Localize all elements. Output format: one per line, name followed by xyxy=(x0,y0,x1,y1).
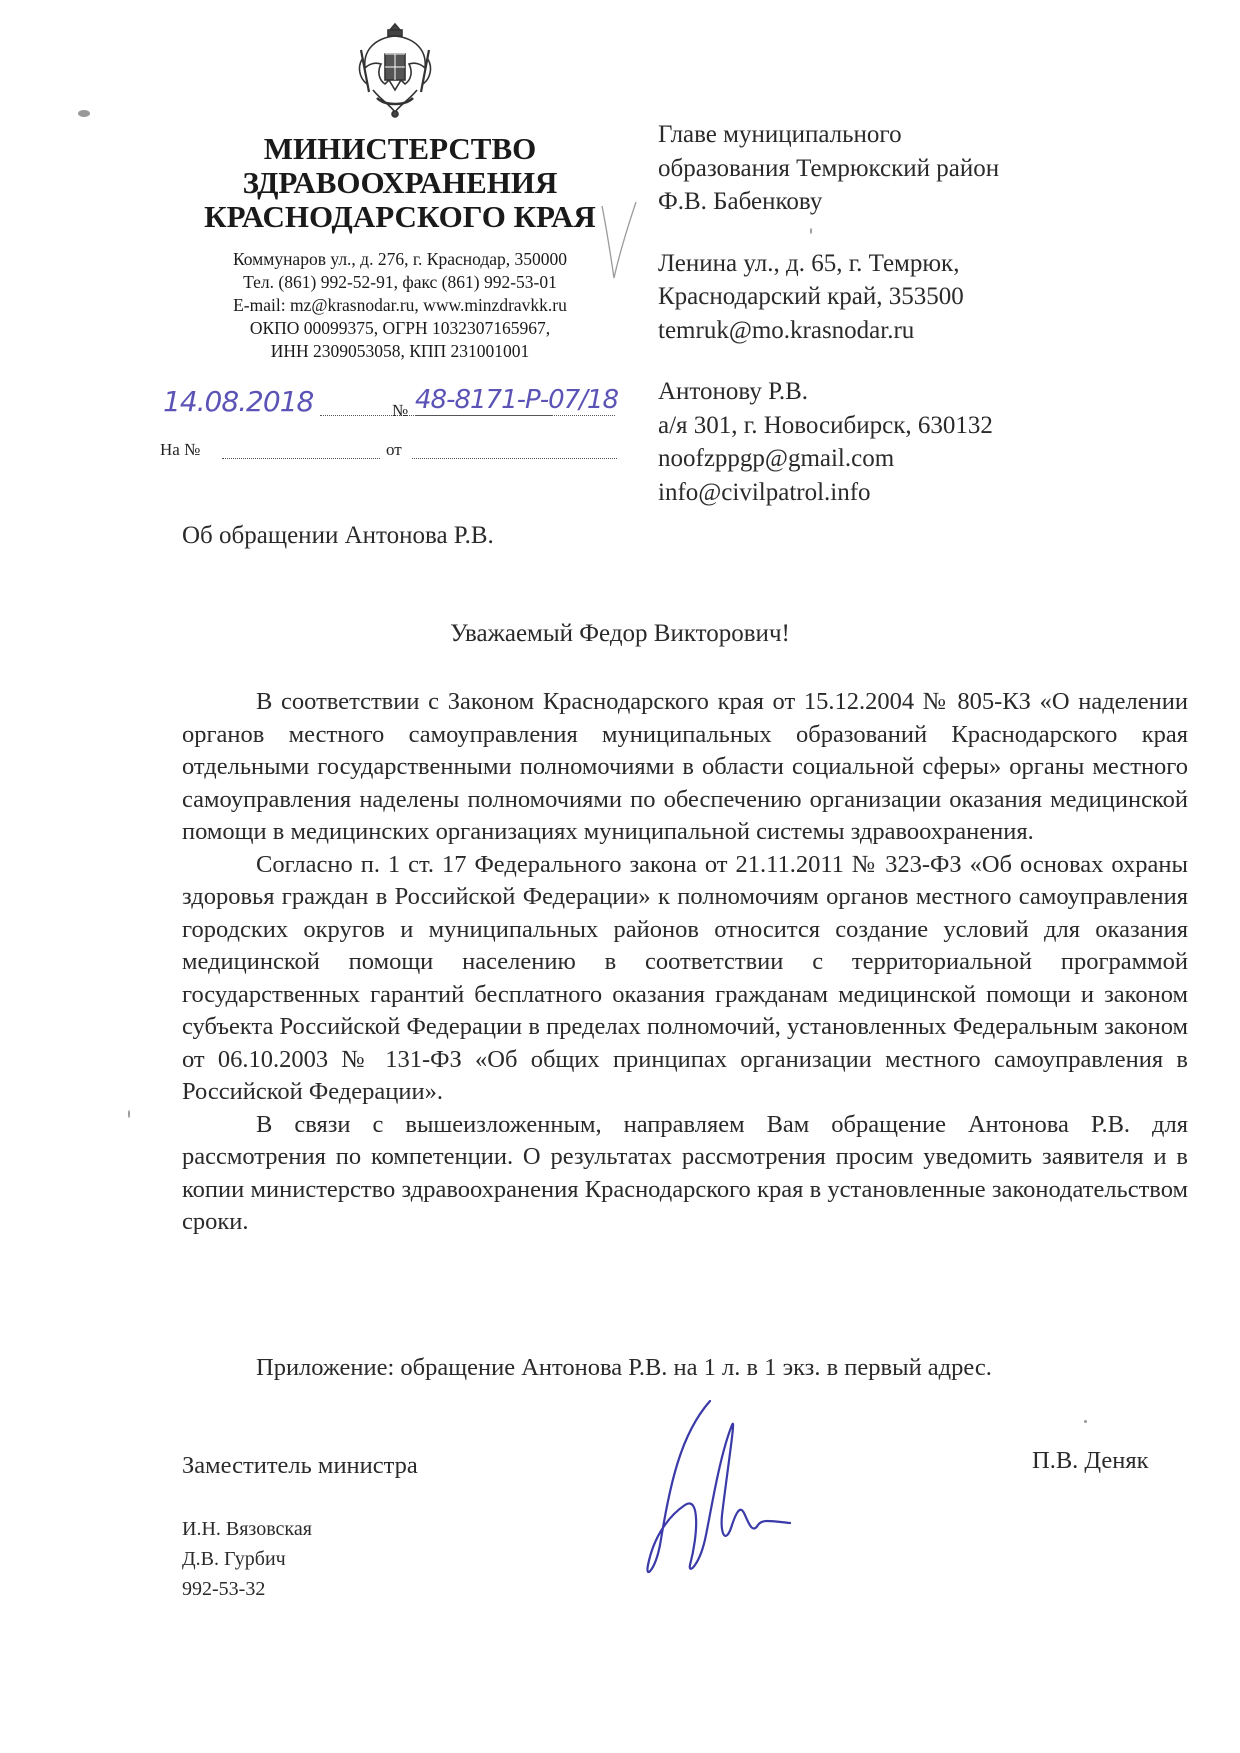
reference-row xyxy=(160,440,620,470)
check-mark-icon xyxy=(598,196,638,286)
recipient-line: Антонову Р.В. xyxy=(658,378,809,405)
org-name-line: МИНИСТЕРСТВО xyxy=(263,131,537,166)
recipient-line: noofzppgp@gmail.com xyxy=(658,445,895,472)
executors-block xyxy=(182,1514,312,1604)
contact-line: ИНН 2309053058, КПП 231001001 xyxy=(270,341,530,361)
registration-number: 48-8171-Р-07/18 xyxy=(415,385,619,415)
recipient-head-of-district xyxy=(658,118,1218,219)
contact-line: ОКПО 00099375, ОГРН 1032307165967, xyxy=(249,318,551,338)
reference-number-label: На № xyxy=(160,440,201,459)
organization-name xyxy=(180,132,620,234)
recipient-applicant xyxy=(658,375,1218,509)
reference-date-label: от xyxy=(386,440,402,459)
org-name-line: ЗДРАВООХРАНЕНИЯ xyxy=(242,165,558,200)
registration-row xyxy=(160,385,620,425)
registration-date: 14.08.2018 xyxy=(163,385,314,418)
executor-line: Д.В. Гурбич xyxy=(182,1548,286,1570)
recipient-line: Краснодарский край, 353500 xyxy=(658,283,964,310)
handwritten-signature-icon xyxy=(640,1395,800,1585)
attachment-note: Приложение: обращение Антонова Р.В. на 1 л. в 1 экз. в первый адрес. xyxy=(256,1354,992,1381)
contact-line: E-mail: mz@krasnodar.ru, www.minzdravkk.ru xyxy=(233,295,567,315)
recipient-line: а/я 301, г. Новосибирск, 630132 xyxy=(658,411,993,439)
recipient-line: Ленина ул., д. 65, г. Темрюк, xyxy=(658,249,960,277)
reference-date-field xyxy=(412,458,617,459)
recipient-address xyxy=(658,247,1218,348)
letter-body xyxy=(182,686,1188,1239)
scan-speck xyxy=(78,110,90,117)
body-paragraph: Согласно п. 1 ст. 17 Федерального закона от 21.11.2011 № 323-ФЗ «Об основах охраны здоровья граждан в Российской Федерации» к полномочиям органов местного самоуправления городских округов и муниципальных районов относится создание условий для оказания медицинской помощи населению в соответствии с территориальной программой государственных гарантий бесплатного оказания гражданам медицинской помощи и законом субъекта Российской Федерации в пределах полномочий, установленных Федеральным законом от 06.10.2003 № 131-ФЗ «Об общих принципах организации местного самоуправления в Российской Федерации». xyxy=(182,850,1188,1105)
signer-name: П.В. Деняк xyxy=(1032,1447,1149,1474)
salutation: Уважаемый Федор Викторович! xyxy=(450,620,790,647)
org-name-line: КРАСНОДАРСКОГО КРАЯ xyxy=(204,199,596,234)
recipients-block xyxy=(658,118,1218,537)
contact-line: Тел. (861) 992-52-91, факс (861) 992-53-01 xyxy=(243,272,557,292)
coat-of-arms-icon xyxy=(355,20,435,120)
registration-number-label: № xyxy=(392,401,409,420)
reference-number-field xyxy=(222,458,380,459)
scan-speck xyxy=(810,228,812,234)
signer-title: Заместитель министра xyxy=(182,1452,418,1479)
scan-speck xyxy=(1084,1420,1087,1423)
number-underline xyxy=(415,415,615,416)
contact-line: Коммунаров ул., д. 276, г. Краснодар, 350000 xyxy=(232,249,568,269)
recipient-line: образования Темрюкский район xyxy=(658,154,1000,182)
recipient-line: info@civilpatrol.info xyxy=(658,478,871,506)
executor-phone: 992-53-32 xyxy=(182,1578,266,1600)
executor-line: И.Н. Вязовская xyxy=(182,1518,312,1540)
body-paragraph: В связи с вышеизложенным, направляем Вам обращение Антонова Р.В. для рассмотрения по компетенции. О результатах рассмотрения просим уведомить заявителя и в копии министерство здравоохранения Краснодарского края в установленные законодательством сроки. xyxy=(182,1110,1188,1235)
recipient-line: Главе муниципального xyxy=(658,121,902,148)
body-paragraph: В соответствии с Законом Краснодарского края от 15.12.2004 № 805-КЗ «О наделении органов местного самоуправления муниципальных образований Краснодарского края отдельными государственными полномочиями в области социальной сферы» органы местного самоуправления наделены полномочиями по обеспечению организации оказания медицинской помощи в медицинских организациях муниципальной системы здравоохранения. xyxy=(182,688,1188,845)
recipient-line: temruk@mo.krasnodar.ru xyxy=(658,316,915,344)
organization-contacts xyxy=(180,248,620,363)
letter-subject: Об обращении Антонова Р.В. xyxy=(182,522,494,549)
scan-speck xyxy=(128,1110,130,1118)
recipient-line: Ф.В. Бабенкову xyxy=(658,188,823,215)
